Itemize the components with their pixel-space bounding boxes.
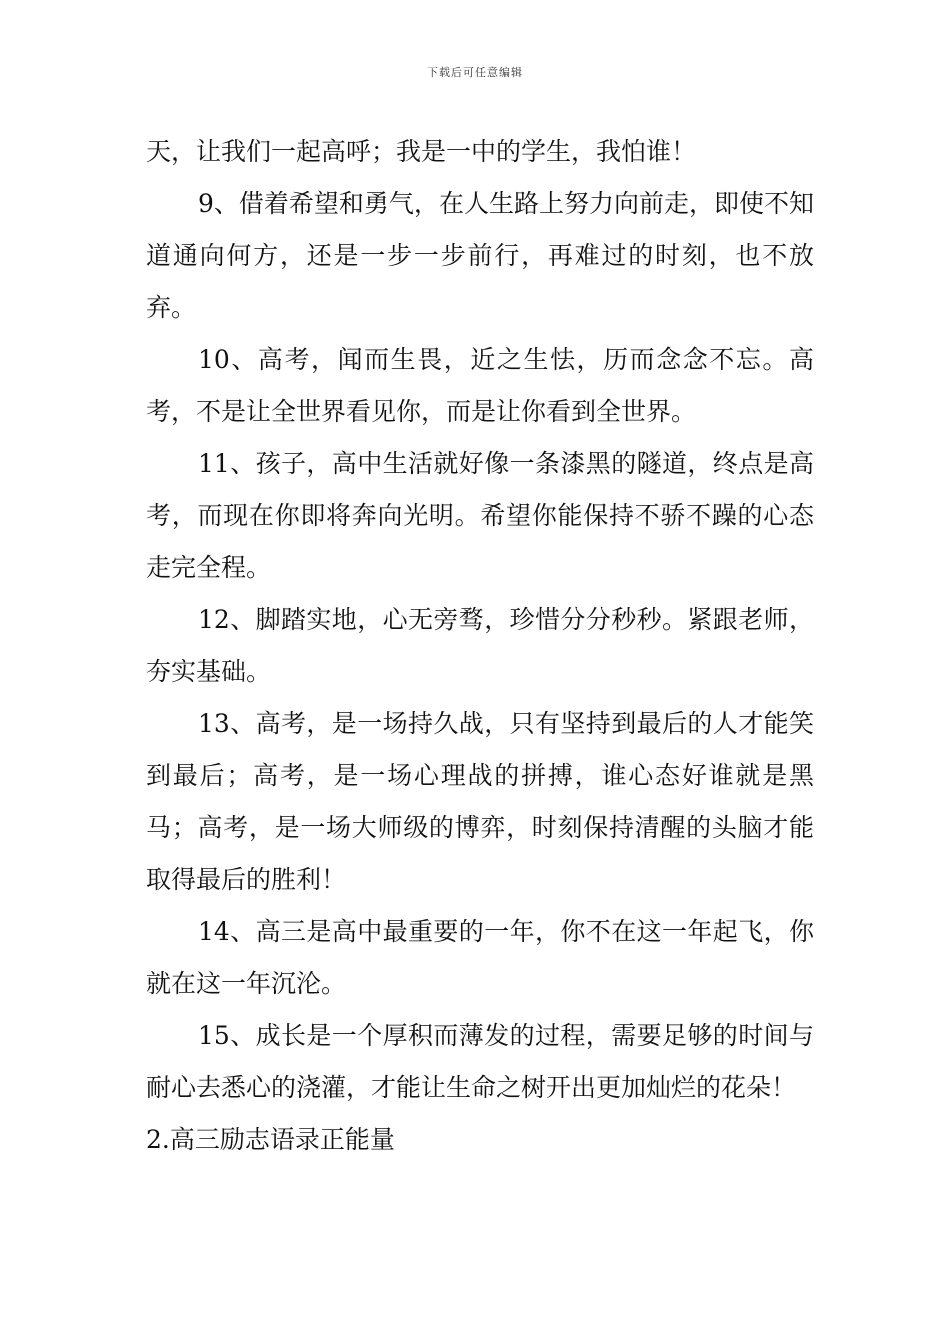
- section-heading: 2.高三励志语录正能量: [146, 1125, 395, 1154]
- paragraph-item-11: 11、孩子，高中生活就好像一条漆黑的隧道，终点是高考，而现在你即将奔向光明。希望你能保持不骄不躁的心态走完全程。: [146, 449, 814, 582]
- paragraph-item-10: 10、高考，闻而生畏，近之生怯，历而念念不忘。高考，不是让全世界看见你，而是让你看到全世界。: [146, 345, 814, 426]
- paragraph-item-9: 9、借着希望和勇气，在人生路上努力向前走，即使不知道通向何方，还是一步一步前行，再难过的时刻，也不放弃。: [146, 189, 814, 322]
- page-header: 下载后可任意编辑: [427, 66, 523, 79]
- document-body: [146, 126, 814, 1166]
- paragraph-item-14: 14、高三是高中最重要的一年，你不在这一年起飞，你就在这一年沉沦。: [146, 917, 814, 998]
- paragraph-continuation: 天，让我们一起高呼；我是一中的学生，我怕谁！: [146, 137, 697, 166]
- paragraph-item-12: 12、脚踏实地，心无旁骛，珍惜分分秒秒。紧跟老师，夯实基础。: [146, 605, 814, 686]
- paragraph-item-13: 13、高考，是一场持久战，只有坚持到最后的人才能笑到最后；高考，是一场心理战的拼搏，谁心态好谁就是黑马；高考，是一场大师级的博弈，时刻保持清醒的头脑才能取得最后的胜利！: [146, 709, 814, 894]
- paragraph-item-15: 15、成长是一个厚积而薄发的过程，需要足够的时间与耐心去悉心的浇灌，才能让生命之树开出更加灿烂的花朵！: [146, 1021, 814, 1102]
